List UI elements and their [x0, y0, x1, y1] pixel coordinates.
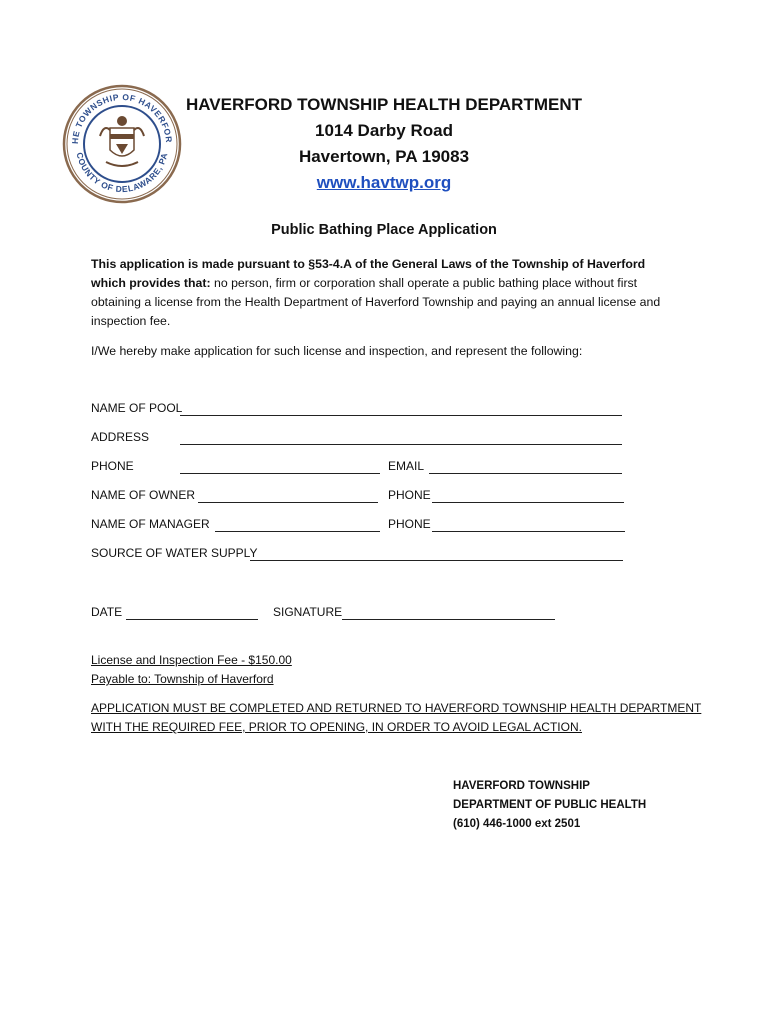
manager-phone-label: PHONE [388, 517, 431, 531]
svg-text:THE TOWNSHIP OF HAVERFORD: HE TOWNSHIP OF HAVERFOR [69, 91, 175, 145]
manager-name-label: NAME OF MANAGER [91, 517, 210, 531]
email-label: EMAIL [388, 459, 425, 473]
address-field[interactable] [180, 433, 622, 445]
pool-name-row [91, 401, 182, 415]
manager-phone-field[interactable] [432, 520, 625, 532]
footer-township: HAVERFORD TOWNSHIP [453, 780, 590, 792]
crest-emblem [100, 116, 144, 166]
application-statement: I/We hereby make application for such license and inspection, and represent the following: [91, 344, 583, 358]
owner-phone-label: PHONE [388, 488, 431, 502]
email-field[interactable] [429, 462, 622, 474]
water-supply-field[interactable] [250, 549, 623, 561]
fee-amount: License and Inspection Fee - $150.00 [91, 653, 292, 667]
owner-name-field[interactable] [198, 491, 378, 503]
street-address: 1014 Darby Road [315, 121, 453, 140]
notice-line-2: WITH THE REQUIRED FEE, PRIOR TO OPENING, IN ORDER TO AVOID LEGAL ACTION. [91, 720, 582, 734]
signature-label: SIGNATURE [273, 605, 343, 619]
department-heading: HAVERFORD TOWNSHIP HEALTH DEPARTMENT [185, 95, 583, 114]
footer-block [453, 777, 646, 834]
signature-field[interactable] [342, 608, 555, 620]
form-title: Public Bathing Place Application [271, 222, 497, 238]
city-state-zip: Havertown, PA 19083 [298, 147, 470, 166]
footer-department: DEPARTMENT OF PUBLIC HEALTH [453, 799, 647, 811]
notice-line-1: APPLICATION MUST BE COMPLETED AND RETURNED TO HAVERFORD TOWNSHIP HEALTH DEPARTMENT [91, 701, 702, 715]
footer-phone: (610) 446-1000 ext 2501 [453, 818, 581, 830]
pool-name-field[interactable] [180, 404, 622, 416]
address-label: ADDRESS [91, 430, 150, 444]
phone-field[interactable] [180, 462, 380, 474]
date-field[interactable] [126, 608, 258, 620]
owner-phone-field[interactable] [432, 491, 624, 503]
date-label: DATE [91, 605, 123, 619]
manager-name-field[interactable] [215, 520, 380, 532]
water-supply-label: SOURCE OF WATER SUPPLY [91, 546, 258, 560]
owner-name-label: NAME OF OWNER [91, 488, 195, 502]
intro-bold-text: This application is made pursuant to §53-4.A of the General Laws of the Township of Haverford which provides that: [91, 257, 646, 290]
svg-text:COUNTY OF DELAWARE, PA: COUNTY OF DELAWARE, PA [74, 151, 170, 195]
website-link[interactable]: www.havtwp.org [316, 173, 452, 192]
pool-name-label: NAME OF POOL [91, 401, 183, 415]
intro-paragraph [91, 255, 681, 331]
fee-payable: Payable to: Township of Haverford [91, 672, 274, 686]
phone-label: PHONE [91, 459, 134, 473]
intro-normal-text: no person, firm or corporation shall operate a public bathing place without first obtaining a license from the Health Department of Haverford Township and paying an annual license and inspection fee. [91, 276, 661, 328]
